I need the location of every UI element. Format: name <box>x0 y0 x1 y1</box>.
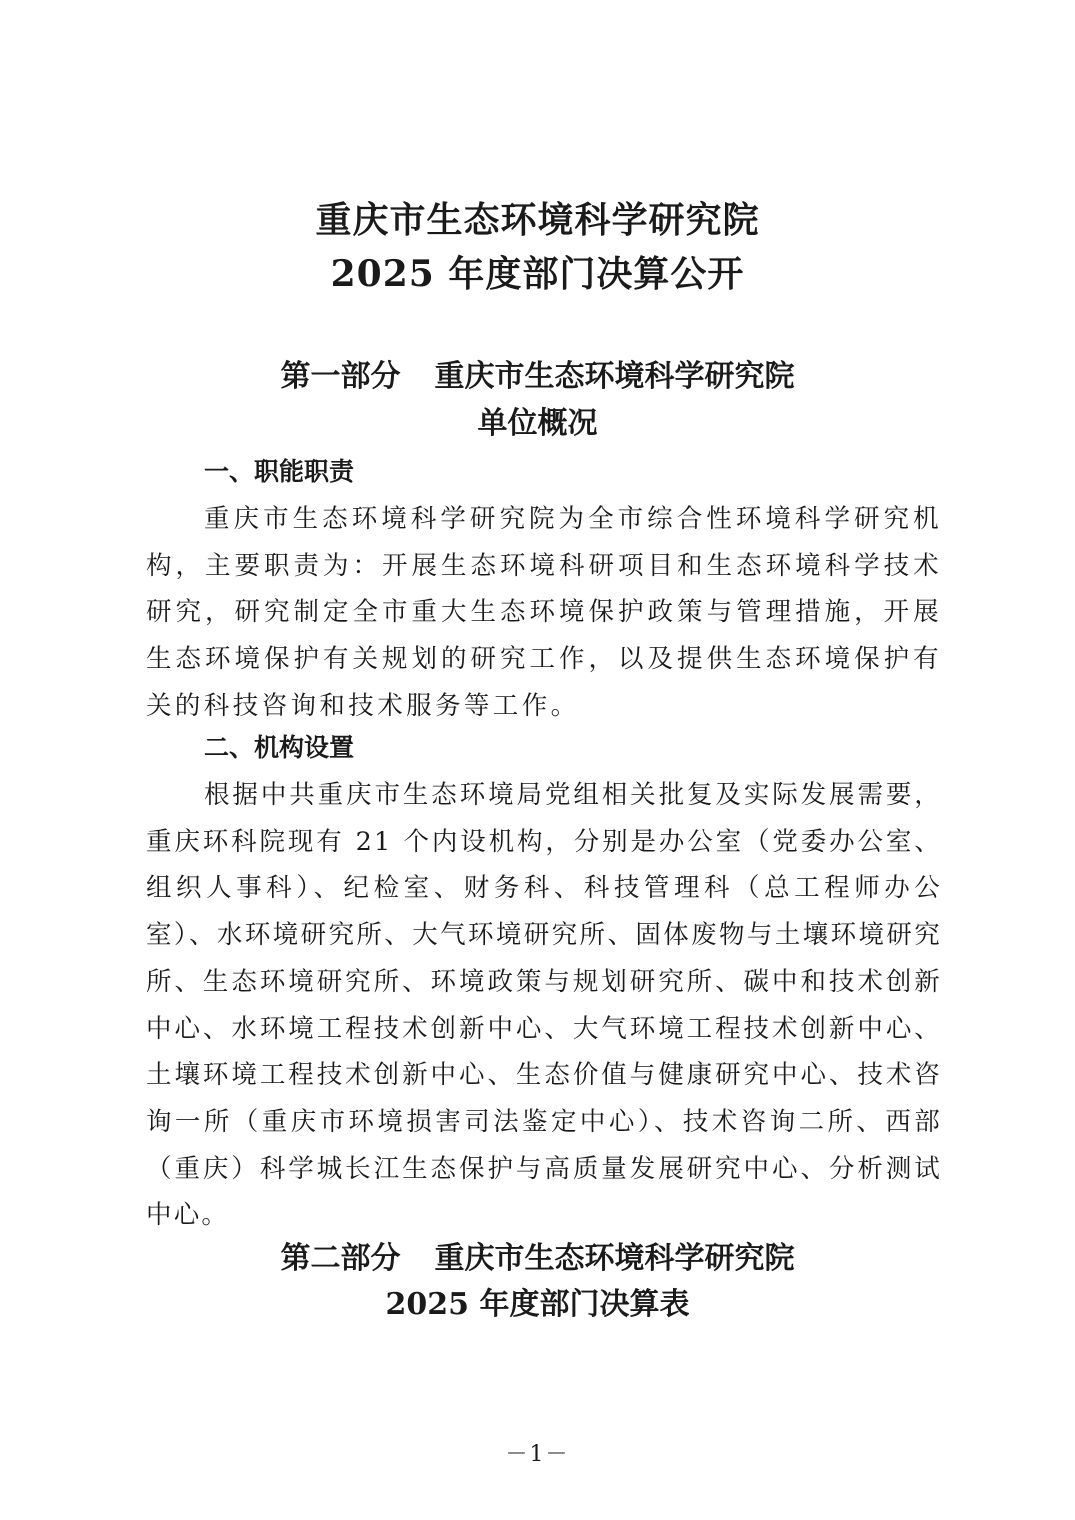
section-body-functions: 重庆市生态环境科学研究院为全市综合性环境科学研究机构，主要职责为：开展生态环境科研项目和生态环境科学技术研究，研究制定全市重大生态环境保护政策与管理措施，开展生态环境保护有关规划的研究工作，以及提供生态环境保护有关的科技咨询和技术服务等工作。 <box>146 504 942 721</box>
part-one-subtitle: 单位概况 <box>477 406 598 441</box>
section-heading-functions: 一、职能职责 <box>204 457 355 486</box>
part-one-org: 重庆市生态环境科学研究院 <box>434 359 795 394</box>
document-title-line-2: 2025 年度部门决算公开 <box>330 253 745 295</box>
document-title-line-1: 重庆市生态环境科学研究院 <box>315 199 760 241</box>
part-one-prefix: 第一部分 <box>280 359 401 394</box>
section-body-organization: 根据中共重庆市生态环境局党组相关批复及实际发展需要，重庆环科院现有 21 个内设机构，分别是办公室（党委办公室、组织人事科）、纪检室、财务科、科技管理科（总工程师办公室）、水环境研究所、大气环境研究所、固体废物与土壤环境研究所、生态环境研究所、环境政策与规划研究所、碳中和技术创新中心、水环境工程技术创新中心、大气环境工程技术创新中心、土壤环境工程技术创新中心、生态价值与健康研究中心、技术咨询一所（重庆市环境损害司法鉴定中心）、技术咨询二所、西部（重庆）科学城长江生态保护与高质量发展研究中心、分析测试中心。 <box>146 780 942 1231</box>
section-heading-organization: 二、机构设置 <box>204 733 355 762</box>
part-two-subtitle: 2025 年度部门决算表 <box>385 1287 690 1322</box>
part-two-heading <box>0 1237 1075 1281</box>
part-two-prefix: 第二部分 <box>280 1241 401 1276</box>
part-one-heading <box>0 355 1075 399</box>
page-number: －1－ <box>505 1442 570 1467</box>
part-two-org: 重庆市生态环境科学研究院 <box>434 1241 795 1276</box>
